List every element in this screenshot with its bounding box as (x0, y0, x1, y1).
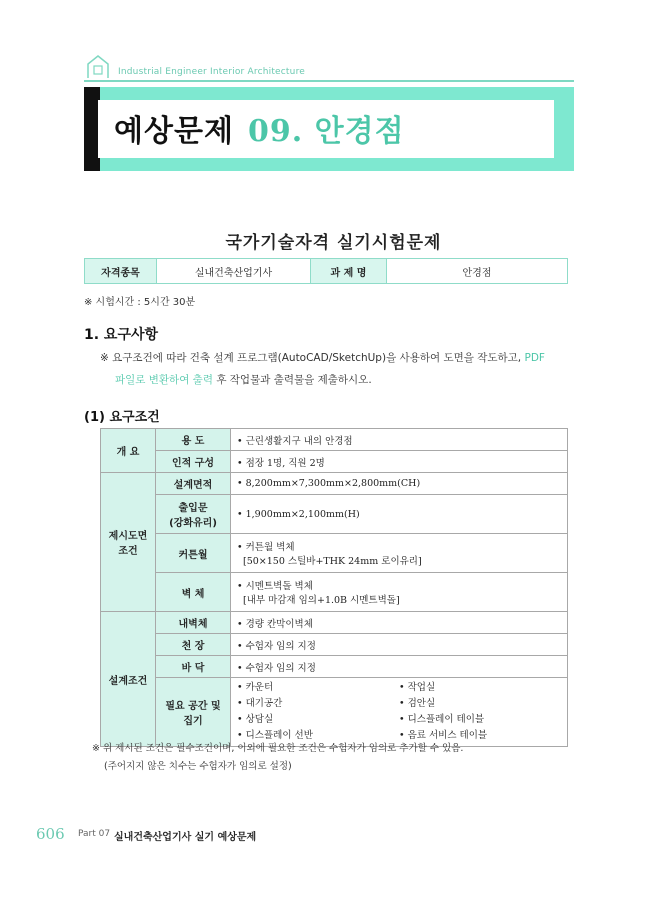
table-row (101, 573, 568, 612)
value-wall-line1: • 시멘트벽돌 벽체 (237, 581, 313, 592)
requirements-table (100, 428, 568, 747)
page-title-label: 예상문제 (114, 114, 234, 149)
table-row (101, 429, 568, 451)
header-subtitle: Industrial Engineer Interior Architecture (118, 67, 306, 77)
value-inner-wall: • 경량 칸막이벽체 (231, 612, 568, 634)
requirement-accent-convert: 파일로 변환하여 출력 (115, 374, 213, 386)
list-item: • 검안실 (399, 698, 436, 709)
item-door (156, 495, 231, 534)
item-ceiling: 천 장 (156, 634, 231, 656)
value-curtain (231, 534, 568, 573)
table-row (101, 495, 568, 534)
page-title-number: 09. 안경점 (248, 114, 405, 149)
category-conditions-line2: 조건 (118, 546, 138, 557)
category-overview: 개 요 (101, 429, 156, 473)
exam-time: ※ 시험시간 : 5시간 30분 (84, 297, 196, 308)
list-item: • 카운터 (237, 682, 274, 693)
exam-title: 국가기술자격 실기시험문제 (225, 233, 442, 253)
list-item: • 음료 서비스 테이블 (399, 730, 488, 741)
table-row (101, 473, 568, 495)
value-wall-line2: [내부 마감재 임의+1.0B 시멘트벽돌] (243, 595, 400, 606)
section-heading-requirements: 1. 요구사항 (84, 327, 159, 343)
item-floor: 바 닥 (156, 656, 231, 678)
value-area: • 8,200mm×7,300mm×2,800mm(CH) (231, 473, 568, 495)
list-item: • 대기공간 (237, 698, 283, 709)
value-door: • 1,900mm×2,100mm(H) (231, 495, 568, 534)
category-conditions-line1: 제시도면 (108, 531, 148, 542)
item-spaces-line2: 집기 (183, 716, 203, 727)
item-wall: 벽 체 (156, 573, 231, 612)
value-curtain-line1: • 커튼월 벽체 (237, 542, 295, 553)
item-spaces (156, 678, 231, 747)
section-heading-conditions: (1) 요구조건 (84, 410, 160, 425)
value-spaces (231, 678, 568, 747)
value-ceiling: • 수험자 임의 지정 (231, 634, 568, 656)
note-mandatory: ※ 위 제시된 조건은 필수조건이며, 이외에 필요한 조건은 수험자가 임의로 추가할 수 있음. (92, 743, 464, 754)
value-wall (231, 573, 568, 612)
category-conditions (101, 473, 156, 612)
value-staff: • 점장 1명, 직원 2명 (231, 451, 568, 473)
item-door-line2: (강화유리) (169, 518, 217, 529)
value-curtain-line2: [50×150 스틸바+THK 24mm 로이유리] (243, 556, 422, 567)
requirement-text-rest: 후 작업물과 출력물을 제출하시오. (216, 374, 372, 386)
table-row (101, 451, 568, 473)
spaces-list (237, 680, 561, 744)
list-item: • 디스플레이 테이블 (399, 714, 485, 725)
item-area: 설계면적 (156, 473, 231, 495)
item-inner-wall: 내벽체 (156, 612, 231, 634)
footer-book-title: 실내건축산업기사 실기 예상문제 (114, 832, 257, 843)
subject-label: 과 제 명 (311, 259, 387, 283)
item-usage: 용 도 (156, 429, 231, 451)
table-row (101, 634, 568, 656)
requirement-line-1 (100, 350, 545, 365)
requirement-accent-pdf: PDF (524, 352, 545, 364)
item-staff: 인적 구성 (156, 451, 231, 473)
subject-value: 안경점 (462, 267, 492, 279)
table-row (101, 678, 568, 747)
table-row (101, 656, 568, 678)
item-curtain: 커튼월 (156, 534, 231, 573)
house-icon (84, 52, 112, 80)
field-label: 자격종목 (85, 259, 157, 283)
item-door-line1: 출입문 (178, 503, 208, 514)
table-row (101, 534, 568, 573)
category-design: 설계조건 (101, 612, 156, 747)
list-item: • 상담실 (237, 714, 274, 725)
list-item: • 디스플레이 선반 (237, 730, 313, 741)
field-value: 실내건축산업기사 (157, 259, 311, 283)
table-row (101, 612, 568, 634)
note-dimensions: (주어지지 않은 치수는 수험자가 임의로 설정) (104, 761, 292, 772)
page-number: 606 (36, 825, 65, 843)
item-spaces-line1: 필요 공간 및 (165, 701, 221, 712)
requirement-text: ※ 요구조건에 따라 건축 설계 프로그램(AutoCAD/SketchUp)을 사용하여 도면을 작도하고, (100, 352, 522, 364)
footer-part: Part 07 (78, 829, 111, 839)
value-floor: • 수험자 임의 지정 (231, 656, 568, 678)
list-item: • 작업실 (399, 682, 436, 693)
value-usage: • 근린생활지구 내의 안경점 (231, 429, 568, 451)
header-rule (84, 80, 574, 82)
exam-info-table (84, 258, 568, 284)
requirement-line-2 (115, 372, 372, 387)
